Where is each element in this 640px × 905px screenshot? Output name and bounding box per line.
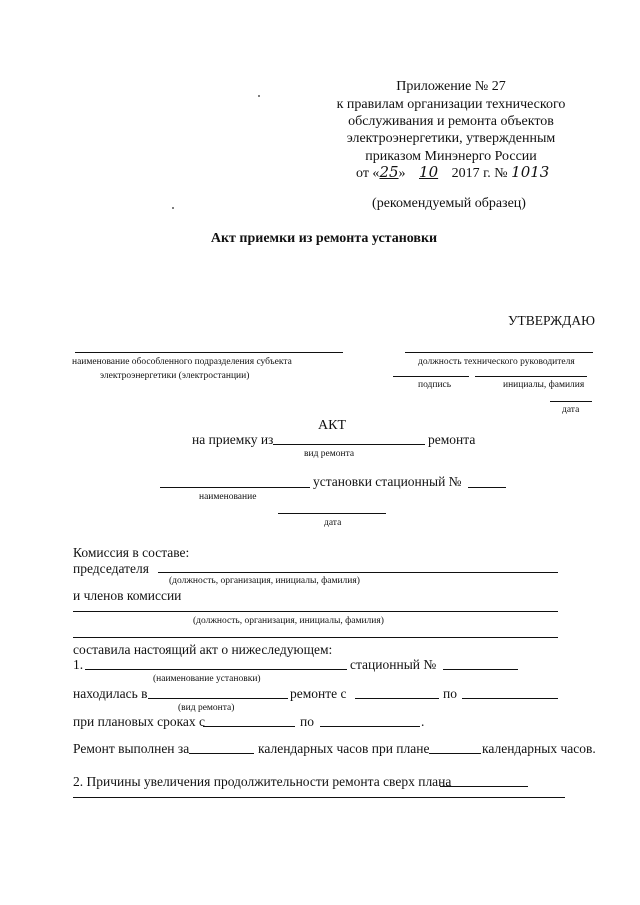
repair-type-caption-2: (вид ремонта) xyxy=(178,703,235,713)
repair-till-label: по xyxy=(443,686,457,701)
position-caption: должность технического руководителя xyxy=(418,357,575,367)
unit-caption: электроэнергетики (электростанции) xyxy=(100,371,250,381)
members-label: и членов комиссии xyxy=(73,588,182,603)
act-date-line xyxy=(278,513,386,514)
unit-name-caption: наименование xyxy=(199,492,257,502)
appendix-line: электроэнергетики, утвержденным xyxy=(346,131,556,146)
act-title: АКТ xyxy=(318,418,346,433)
planned-till-label: по xyxy=(300,714,314,729)
approve-date-line xyxy=(550,401,592,402)
was-in-label: находилась в xyxy=(73,686,148,701)
stationary-label: стационный № xyxy=(350,657,437,672)
repair-type-field-2 xyxy=(148,698,288,699)
handwritten-number: 1013 xyxy=(511,163,550,181)
scan-dot xyxy=(172,207,174,209)
appendix-line: к правилам организации технического xyxy=(336,97,566,112)
act-acceptance-label: на приемку из xyxy=(192,432,274,447)
repair-type-line xyxy=(273,444,425,445)
stationary-number-field xyxy=(443,669,518,670)
station-number-field xyxy=(468,487,506,488)
position-line xyxy=(405,352,593,353)
appendix-line: приказом Минэнерго России xyxy=(365,149,537,164)
act-repair-word: ремонта xyxy=(428,432,476,447)
unit-name-field-2 xyxy=(85,669,347,670)
initials-caption: инициалы, фамилия xyxy=(503,380,585,390)
reasons-field xyxy=(440,786,528,787)
item-1-number: 1. xyxy=(73,657,84,672)
scan-dot xyxy=(258,95,260,97)
chairman-label: председателя xyxy=(73,561,149,576)
commission-composition: Комиссия в составе: xyxy=(73,545,190,560)
handwritten-day: 25 xyxy=(379,163,399,181)
station-unit-label: установки стационный № xyxy=(313,474,462,489)
unit-name-caption-2: (наименование установки) xyxy=(153,674,261,684)
members-caption: (должность, организация, инициалы, фамилия) xyxy=(193,616,384,626)
unit-caption: наименование обособленного подразделения субъекта xyxy=(72,357,292,367)
planned-till-field xyxy=(320,726,420,727)
planned-end-dot: . xyxy=(421,714,425,729)
reasons-line-2 xyxy=(73,797,565,798)
unit-name-field xyxy=(160,487,310,488)
hours-plan-label: календарных часов при плане xyxy=(258,741,430,756)
planned-from-label: при плановых сроках с xyxy=(73,714,206,729)
act-date-caption: дата xyxy=(324,518,342,528)
approve-label: УТВЕРЖДАЮ xyxy=(508,313,596,328)
initials-line xyxy=(475,376,587,377)
appendix-number: Приложение № 27 xyxy=(396,79,506,94)
signature-caption: подпись xyxy=(418,380,452,390)
planned-from-field xyxy=(203,726,295,727)
chairman-line xyxy=(158,572,558,573)
handwritten-month: 10 xyxy=(419,163,439,181)
compiled-label: составила настоящий акт о нижеследующем: xyxy=(73,642,333,657)
chairman-caption: (должность, организация, инициалы, фамилия) xyxy=(169,576,360,586)
document-title: Акт приемки из ремонта установки xyxy=(210,231,438,246)
appendix-line: обслуживания и ремонта объектов xyxy=(348,114,554,129)
repair-type-caption: вид ремонта xyxy=(304,449,355,459)
repair-from-label: ремонте с xyxy=(290,686,347,701)
reasons-label: 2. Причины увеличения продолжительности ремонта сверх плана xyxy=(73,774,452,789)
done-in-label: Ремонт выполнен за xyxy=(73,741,190,756)
approve-date-caption: дата xyxy=(562,405,580,415)
sample-note: (рекомендуемый образец) xyxy=(372,196,526,211)
signature-line xyxy=(393,376,469,377)
hours-actual-field xyxy=(189,753,254,754)
members-line xyxy=(73,611,558,612)
unit-name-line xyxy=(75,352,343,353)
members-line-2 xyxy=(73,637,558,638)
repair-till-field xyxy=(462,698,558,699)
repair-from-field xyxy=(355,698,439,699)
hours-label: календарных часов. xyxy=(482,741,596,756)
appendix-date-line: от «25» 10 2017 г. № 1013 xyxy=(356,163,550,181)
hours-plan-field xyxy=(429,753,481,754)
